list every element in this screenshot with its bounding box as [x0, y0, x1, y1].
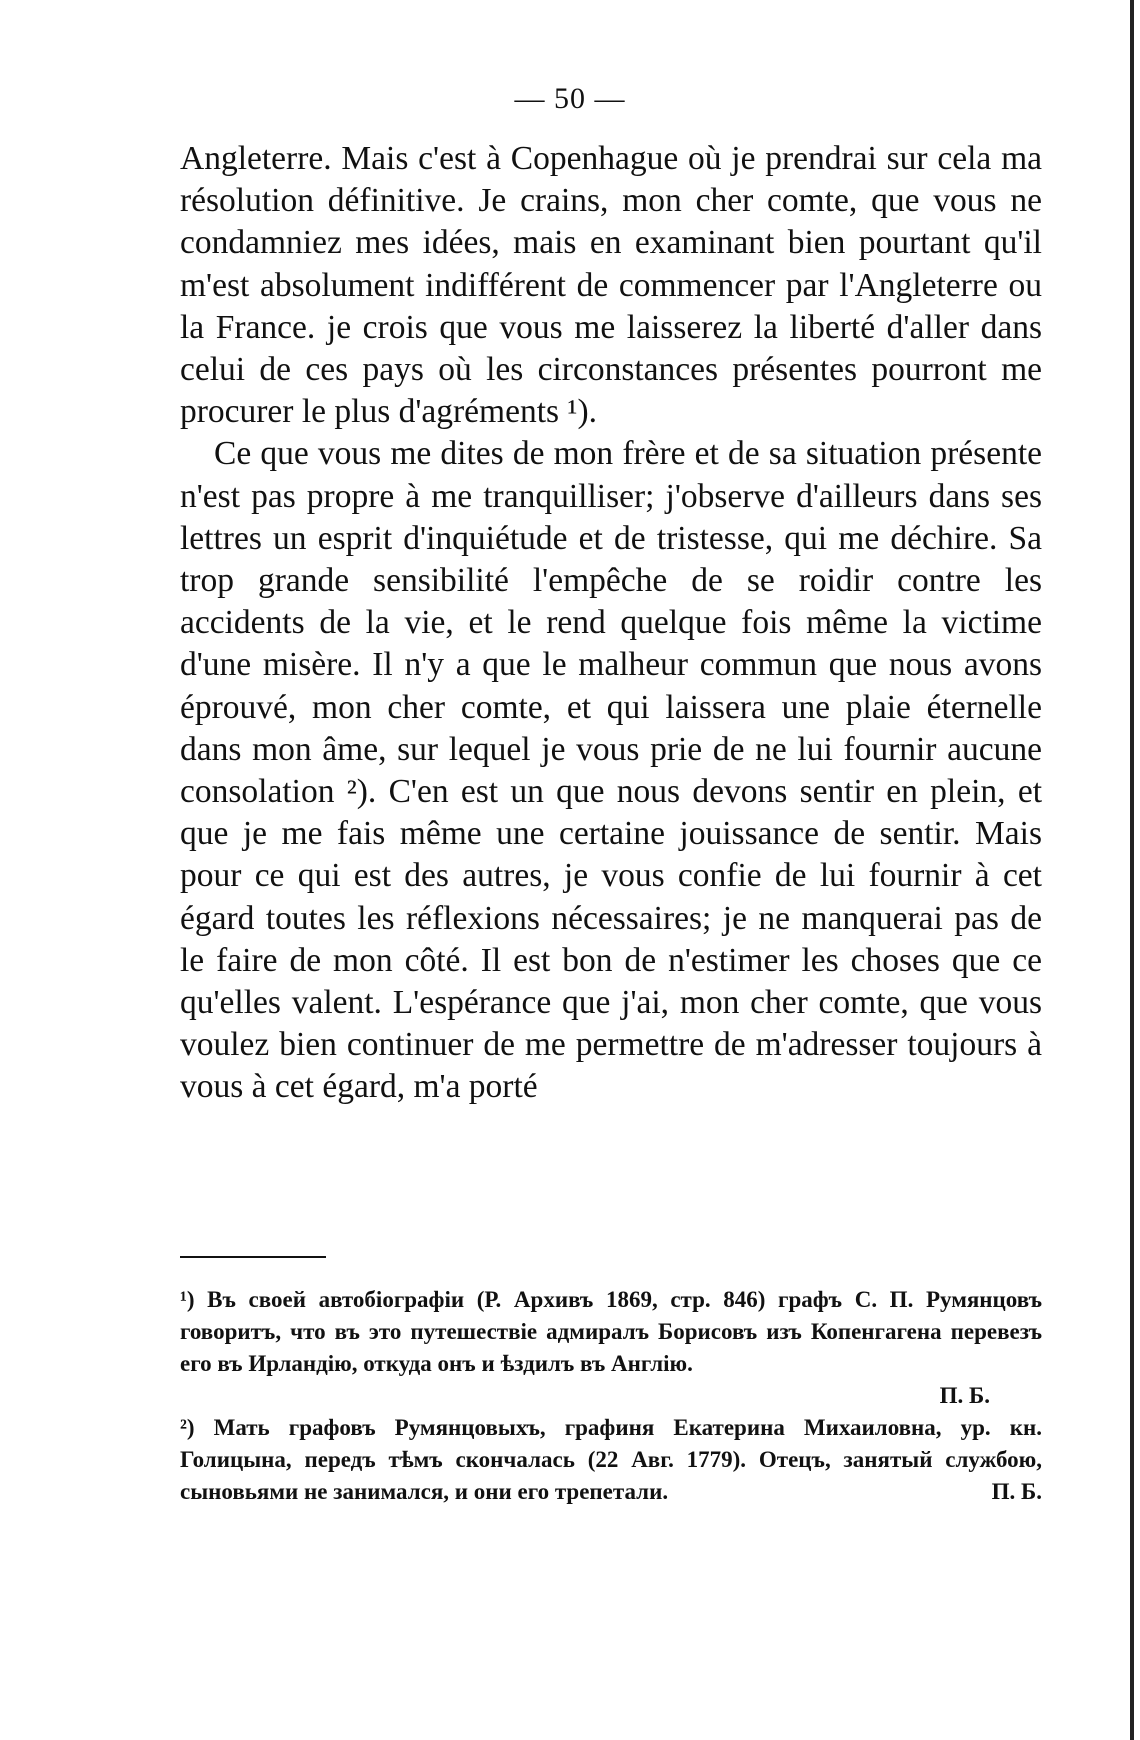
footnotes: [180, 1284, 1042, 1508]
page-edge-line: [1130, 0, 1134, 1740]
footnote-2-text: ²) Мать графовъ Румянцовыхъ, графиня Екатерина Михаиловна, ур. кн. Голицына, передъ тѣмъ скончалась (22 Авг. 1779). Отецъ, занятый службою, сыновьями не занимался, и они его трепетали.: [180, 1415, 1042, 1504]
main-text: [180, 138, 1042, 1109]
footnote-1: ¹) Въ своей автобіографіи (Р. Архивъ 1869, стр. 846) графъ С. П. Румянцовъ говоритъ, что въ это путешествіе адмиралъ Борисовъ изъ Копенгагена перевезъ его въ Ирландію, откуда онъ и ѣздилъ въ Англію.: [180, 1287, 1042, 1376]
footnote-2-signature: П. Б.: [991, 1479, 1042, 1504]
footnote-2: [180, 1412, 1042, 1508]
paragraph-1: Angleterre. Mais c'est à Copenhague où je prendrai sur cela ma résolution définitive. Je crains, mon cher comte, que vous ne condamniez mes idées, mais en examinant bien pourtant qu'il m'est absolument indifférent de commencer par l'Angleterre ou la France. je crois que vous me laisserez la liberté d'aller dans celui de ces pays où les circonstances présentes pourront me procurer le plus d'agréments ¹).: [180, 140, 1042, 431]
page-number: — 50 —: [514, 82, 626, 115]
footnote-1-signature: П. Б.: [939, 1383, 990, 1408]
footnote-divider: [180, 1256, 326, 1258]
paragraph-2: Ce que vous me dites de mon frère et de sa situation présente n'est pas propre à me tranquilliser; j'observe d'ailleurs dans ses lettres un esprit d'inquiétude et de tristesse, qui me déchire. Sa trop grande sensibilité l'empêche de se roidir contre les accidents de la vie, et le rend quelque fois même la victime d'une misère. Il n'y a que le malheur commun que nous avons éprouvé, mon cher comte, et qui laissera une plaie éternelle dans mon âme, sur lequel je vous prie de ne lui fournir aucune consolation ²). C'en est un que nous devons sentir en plein, et que je me fais même une certaine jouissance de sentir. Mais pour ce qui est des autres, je vous confie de lui fournir à cet égard toutes les réflexions nécessaires; je ne manquerai pas de le faire de mon côté. Il est bon de n'estimer les choses que ce qu'elles valent. L'espérance que j'ai, mon cher comte, que vous voulez bien continuer de me permettre de m'adresser toujours à vous à cet égard, m'a porté: [180, 435, 1042, 1106]
